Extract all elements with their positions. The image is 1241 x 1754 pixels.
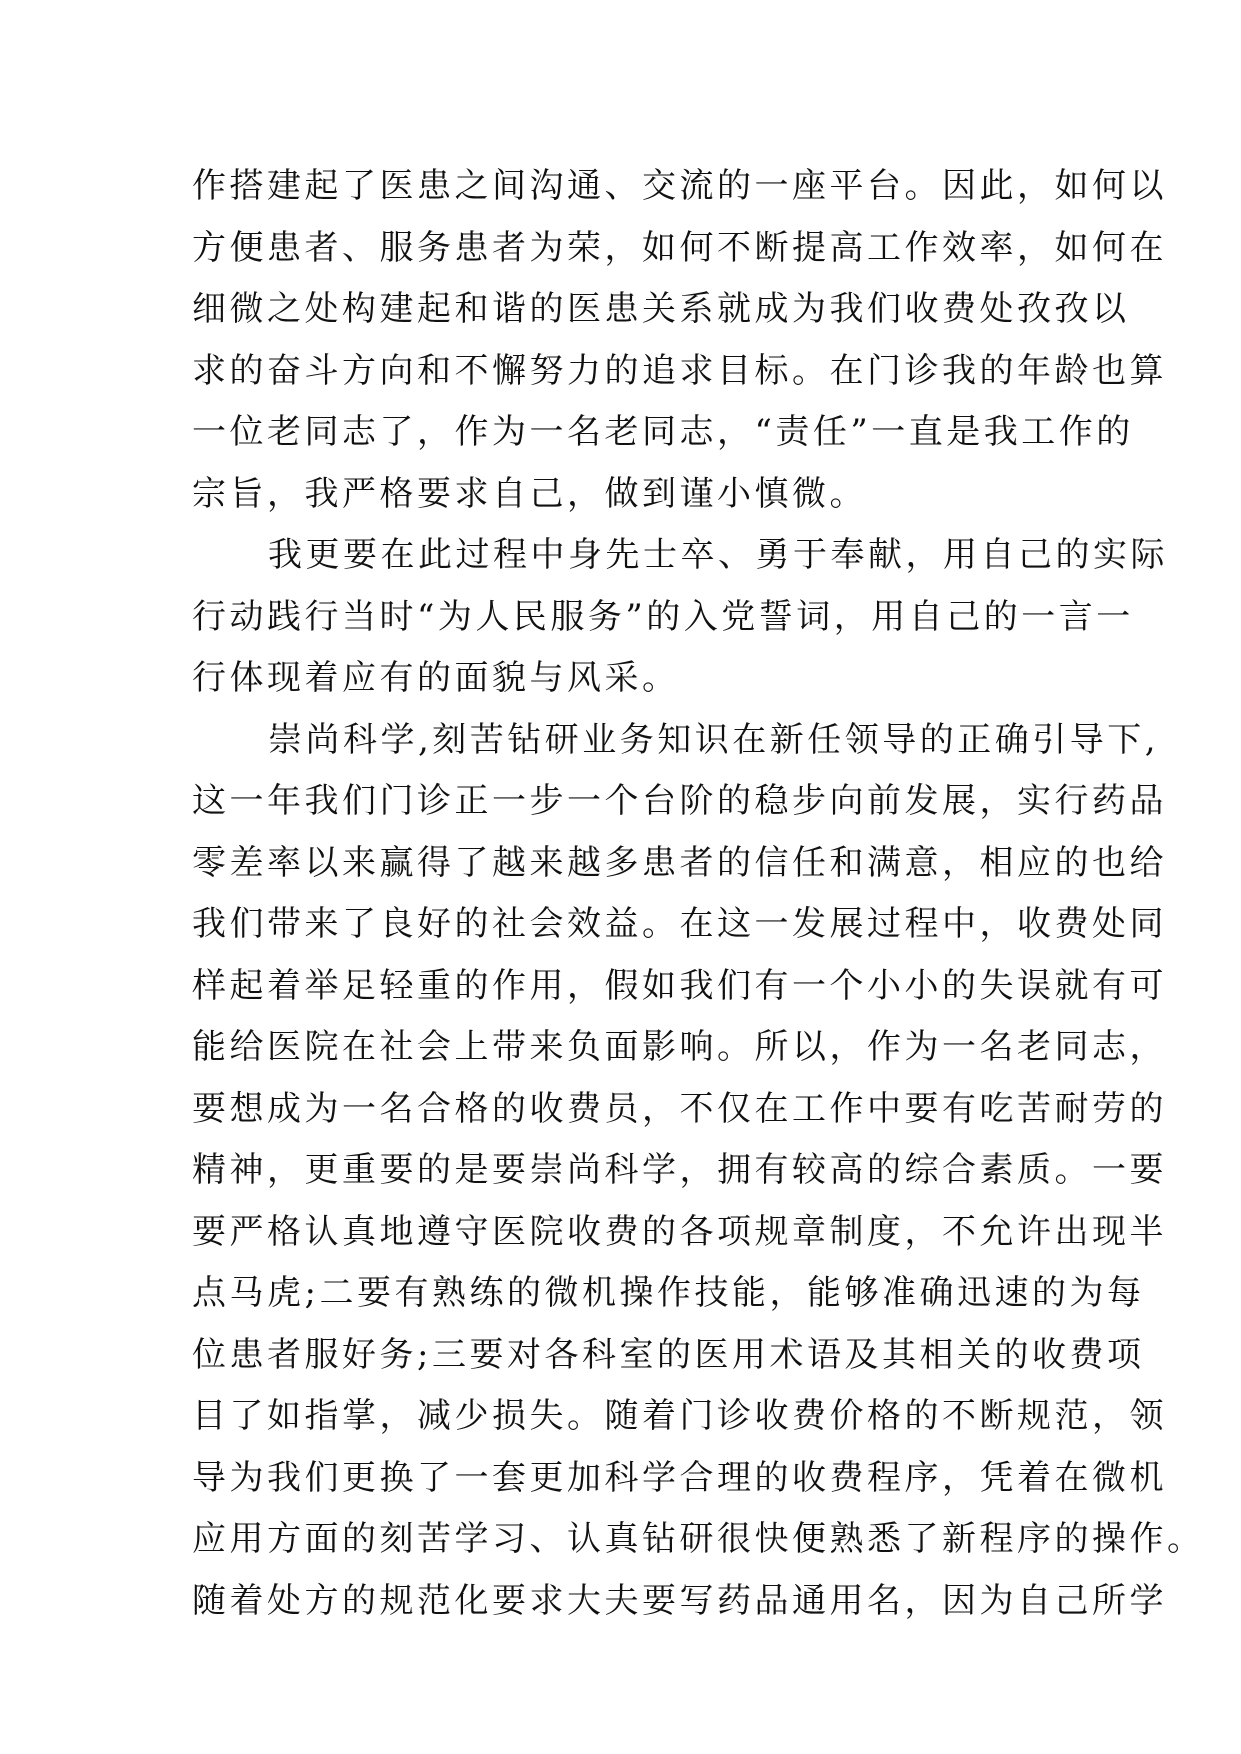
text-line: 要严格认真地遵守医院收费的各项规章制度，不允许出现半 <box>192 1211 1167 1252</box>
text-line: 一位老同志了，作为一名老同志，“责任”一直是我工作的 <box>192 412 1134 452</box>
text-line: 零差率以来赢得了越来越多患者的信任和满意，相应的也给 <box>192 842 1167 883</box>
body-text <box>192 156 1205 1632</box>
text-line: 点马虎;二要有熟练的微机操作技能，能够准确迅速的为每 <box>192 1273 1145 1313</box>
text-line: 作搭建起了医患之间沟通、交流的一座平台。因此，如何以 <box>192 166 1167 206</box>
text-line: 求的奋斗方向和不懈努力的追求目标。在门诊我的年龄也算 <box>192 350 1167 391</box>
text-line: 随着处方的规范化要求大夫要写药品通用名，因为自己所学 <box>192 1580 1167 1621</box>
paragraph <box>192 710 1205 1633</box>
text-line: 我更要在此过程中身先士卒、勇于奉献，用自己的实际 <box>268 535 1168 575</box>
text-line: 应用方面的刻苦学习、认真钻研很快便熟悉了新程序的操作。 <box>192 1519 1205 1559</box>
text-line: 样起着举足轻重的作用，假如我们有一个小小的失误就有可 <box>192 965 1167 1006</box>
text-line: 我们带来了良好的社会效益。在这一发展过程中，收费处同 <box>192 904 1167 944</box>
text-line: 细微之处构建起和谐的医患关系就成为我们收费处孜孜以 <box>192 289 1130 329</box>
paragraph <box>192 525 1168 710</box>
text-line: 能给医院在社会上带来负面影响。所以，作为一名老同志， <box>192 1027 1167 1067</box>
text-line: 导为我们更换了一套更加科学合理的收费程序，凭着在微机 <box>192 1457 1167 1498</box>
text-line: 这一年我们门诊正一步一个台阶的稳步向前发展，实行药品 <box>192 781 1167 821</box>
text-line: 目了如指掌，减少损失。随着门诊收费价格的不断规范，领 <box>192 1396 1167 1436</box>
text-line: 精神，更重要的是要崇尚科学，拥有较高的综合素质。一要 <box>192 1150 1167 1190</box>
text-line: 行体现着应有的面貌与风采。 <box>192 658 680 698</box>
text-line: 方便患者、服务患者为荣，如何不断提高工作效率，如何在 <box>192 227 1167 268</box>
text-line: 崇尚科学,刻苦钻研业务知识在新任领导的正确引导下, <box>268 719 1160 760</box>
paragraph <box>192 156 1167 525</box>
text-line: 位患者服好务;三要对各科室的医用术语及其相关的收费项 <box>192 1334 1145 1375</box>
text-line: 要想成为一名合格的收费员，不仅在工作中要有吃苦耐劳的 <box>192 1088 1167 1129</box>
text-line: 宗旨，我严格要求自己，做到谨小慎微。 <box>192 473 867 514</box>
text-line: 行动践行当时“为人民服务”的入党誓词，用自己的一言一 <box>192 596 1134 637</box>
